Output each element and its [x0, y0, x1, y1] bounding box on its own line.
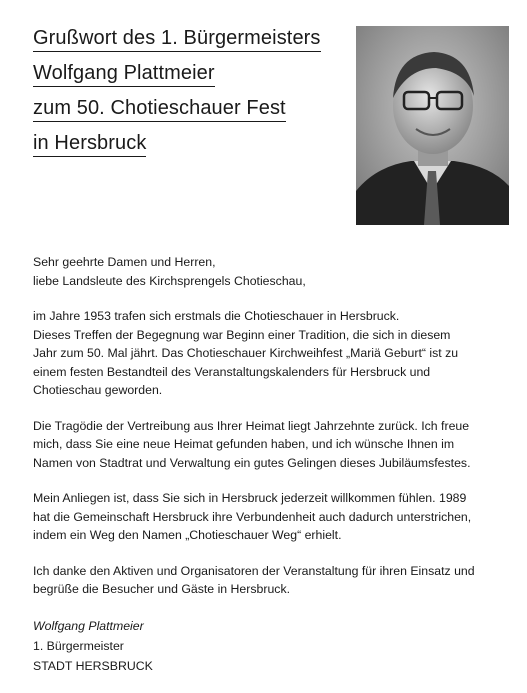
paragraph	[33, 489, 513, 545]
text-line: Chotieschau geworden.	[33, 383, 163, 397]
text-line: Mein Anliegen ist, dass Sie sich in Hersbruck jederzeit willkommen fühlen. 1989	[33, 491, 467, 505]
text-line: einem festen Bestandteil des Veranstaltungskalenders für Hersbruck und	[33, 364, 431, 379]
title-line: in Hersbruck	[33, 132, 146, 157]
title-line: zum 50. Chotieschauer Fest	[33, 97, 286, 122]
salutation	[33, 253, 513, 290]
title-line: Wolfgang Plattmeier	[33, 62, 215, 87]
text-line: Ich danke den Aktiven und Organisatoren der Veranstaltung für ihren Einsatz und	[33, 563, 475, 578]
text-line: Sehr geehrte Damen und Herren,	[33, 255, 216, 269]
text-line: liebe Landsleute des Kirchsprengels Chotieschau,	[33, 273, 306, 288]
signature-block	[33, 616, 513, 676]
text-line: im Jahre 1953 trafen sich erstmals die Chotieschauer in Hersbruck.	[33, 309, 400, 323]
text-line: begrüße die Besucher und Gäste in Hersbruck.	[33, 582, 291, 596]
text-line: mich, dass Sie eine neue Heimat gefunden haben, und ich wünsche Ihnen im	[33, 437, 455, 451]
text-line: Die Tragödie der Vertreibung aus Ihrer Heimat liegt Jahrzehnte zurück. Ich freue	[33, 418, 470, 433]
paragraph	[33, 562, 513, 599]
title-line: Grußwort des 1. Bürgermeisters	[33, 27, 321, 52]
portrait-photo	[356, 26, 509, 225]
text-line: Jahr zum 50. Mal jährt. Das Chotieschauer Kirchweihfest „Mariä Geburt“ ist zu	[33, 346, 459, 360]
page-title	[33, 27, 343, 167]
signature-org: STADT HERSBRUCK	[33, 658, 153, 673]
signature-name: Wolfgang Plattmeier	[33, 618, 144, 633]
text-line: Namen von Stadtrat und Verwaltung ein gutes Gelingen dieses Jubiläumsfestes.	[33, 455, 471, 470]
text-line: Dieses Treffen der Begegnung war Beginn einer Tradition, die sich in diesem	[33, 327, 451, 342]
text-line: indem ein Weg den Namen „Chotieschauer Weg“ erhielt.	[33, 528, 342, 542]
signature-role: 1. Bürgermeister	[33, 638, 124, 653]
letter-body	[33, 253, 513, 676]
paragraph	[33, 307, 513, 400]
person-photo-icon	[356, 26, 509, 225]
paragraph	[33, 417, 513, 473]
text-line: hat die Gemeinschaft Hersbruck ihre Verbundenheit auch dadurch unterstrichen,	[33, 509, 472, 524]
